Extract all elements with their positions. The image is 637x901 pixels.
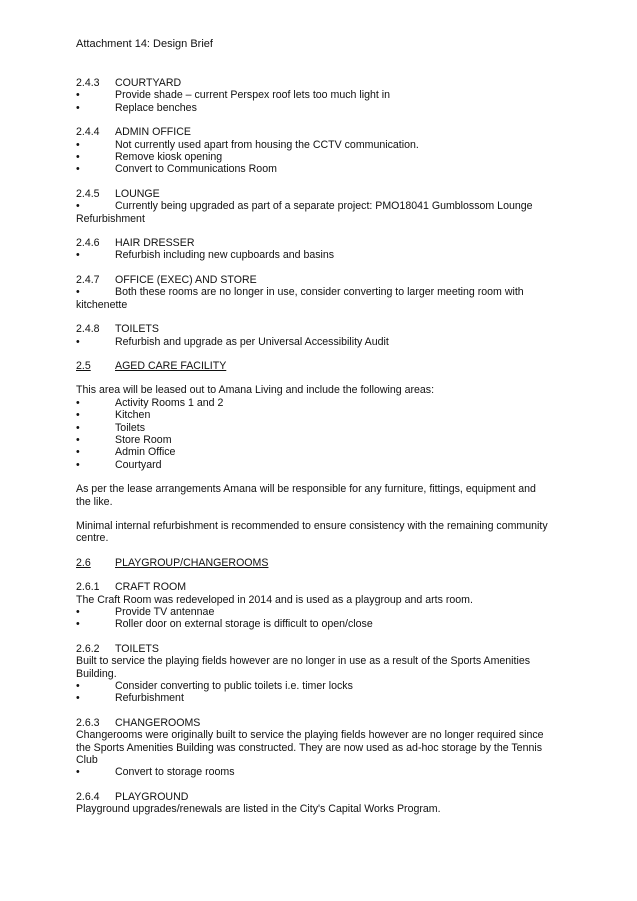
list-item: • Courtyard xyxy=(76,458,162,471)
list-item-continuation: kitchenette xyxy=(76,298,128,311)
list-item: • Roller door on external storage is difficult to open/close xyxy=(76,618,373,631)
list-item: • Provide shade – current Perspex roof lets too much light in xyxy=(76,89,390,102)
paragraph-line: Club xyxy=(76,754,98,767)
section-heading: 2.4.7 OFFICE (EXEC) AND STORE xyxy=(76,273,257,286)
paragraph-line: Minimal internal refurbishment is recommended to ensure consistency with the remaining community xyxy=(76,519,548,532)
list-item: • Refurbishment xyxy=(76,692,184,705)
section-heading: 2.6.2 TOILETS xyxy=(76,642,159,655)
list-item: • Remove kiosk opening xyxy=(76,151,223,164)
section-heading: 2.5 AGED CARE FACILITY xyxy=(76,359,227,372)
document-body xyxy=(76,77,566,828)
list-item: • Convert to Communications Room xyxy=(76,163,277,176)
section-2-6 xyxy=(76,557,566,569)
paragraph-line: the like. xyxy=(76,495,113,508)
list-item: • Replace benches xyxy=(76,101,197,114)
section-2-4-5 xyxy=(76,188,566,225)
paragraph-line: centre. xyxy=(76,532,109,545)
section-heading: 2.6.4 PLAYGROUND xyxy=(76,790,189,803)
list-item-continuation: Refurbishment xyxy=(76,212,145,225)
list-item: • Store Room xyxy=(76,433,172,446)
section-heading: 2.6.3 CHANGEROOMS xyxy=(76,716,201,729)
paragraph-line: Playground upgrades/renewals are listed in the City's Capital Works Program. xyxy=(76,803,441,816)
section-heading: 2.6 PLAYGROUP/CHANGEROOMS xyxy=(76,556,269,569)
list-item: • Kitchen xyxy=(76,409,151,422)
list-item: • Admin Office xyxy=(76,446,176,459)
section-2-4-6 xyxy=(76,237,566,262)
list-item: • Toilets xyxy=(76,421,146,434)
section-heading: 2.4.3 COURTYARD xyxy=(76,77,182,89)
list-item: • Not currently used apart from housing the CCTV communication. xyxy=(76,138,419,151)
section-heading: 2.4.4 ADMIN OFFICE xyxy=(76,126,191,139)
paragraph-line: Built to service the playing fields however are no longer in use as a result of the Sports Amenities xyxy=(76,655,531,668)
section-2-6-3 xyxy=(76,717,566,779)
section-2-4-4 xyxy=(76,126,566,176)
list-item: • Refurbish and upgrade as per Universal Accessibility Audit xyxy=(76,335,389,348)
section-2-5 xyxy=(76,360,566,545)
paragraph-line: Building. xyxy=(76,667,117,680)
list-item: • Provide TV antennae xyxy=(76,606,215,618)
paragraph-line: Changerooms were originally built to service the playing fields however are no longer required since xyxy=(76,729,544,742)
paragraph-line: the Sports Amenities Building was constructed. They are now used as ad-hoc storage by the Tennis xyxy=(76,741,542,754)
section-heading: 2.4.6 HAIR DRESSER xyxy=(76,237,195,250)
list-item: • Convert to storage rooms xyxy=(76,766,235,779)
paragraph-line: The Craft Room was redeveloped in 2014 and is used as a playgroup and arts room. xyxy=(76,593,473,606)
section-2-4-3 xyxy=(76,77,566,114)
list-item: • Activity Rooms 1 and 2 xyxy=(76,396,224,409)
list-item: • Consider converting to public toilets i.e. timer locks xyxy=(76,680,353,693)
section-2-4-8 xyxy=(76,323,566,348)
section-2-6-1 xyxy=(76,581,566,631)
section-heading: 2.4.5 LOUNGE xyxy=(76,187,160,200)
section-heading: 2.4.8 TOILETS xyxy=(76,323,159,336)
paragraph-line: As per the lease arrangements Amana will be responsible for any furniture, fittings, equipment and xyxy=(76,483,536,496)
document-header: Attachment 14: Design Brief xyxy=(76,38,213,50)
section-heading: 2.6.1 CRAFT ROOM xyxy=(76,581,187,594)
section-2-6-2 xyxy=(76,643,566,705)
section-intro: This area will be leased out to Amana Living and include the following areas: xyxy=(76,384,435,397)
list-item: • Refurbish including new cupboards and basins xyxy=(76,249,335,262)
list-item: • Both these rooms are no longer in use, consider converting to larger meeting room with xyxy=(76,286,524,299)
section-2-6-4 xyxy=(76,791,566,816)
section-2-4-7 xyxy=(76,274,566,311)
list-item: • Currently being upgraded as part of a separate project: PMO18041 Gumblossom Lounge xyxy=(76,200,533,213)
